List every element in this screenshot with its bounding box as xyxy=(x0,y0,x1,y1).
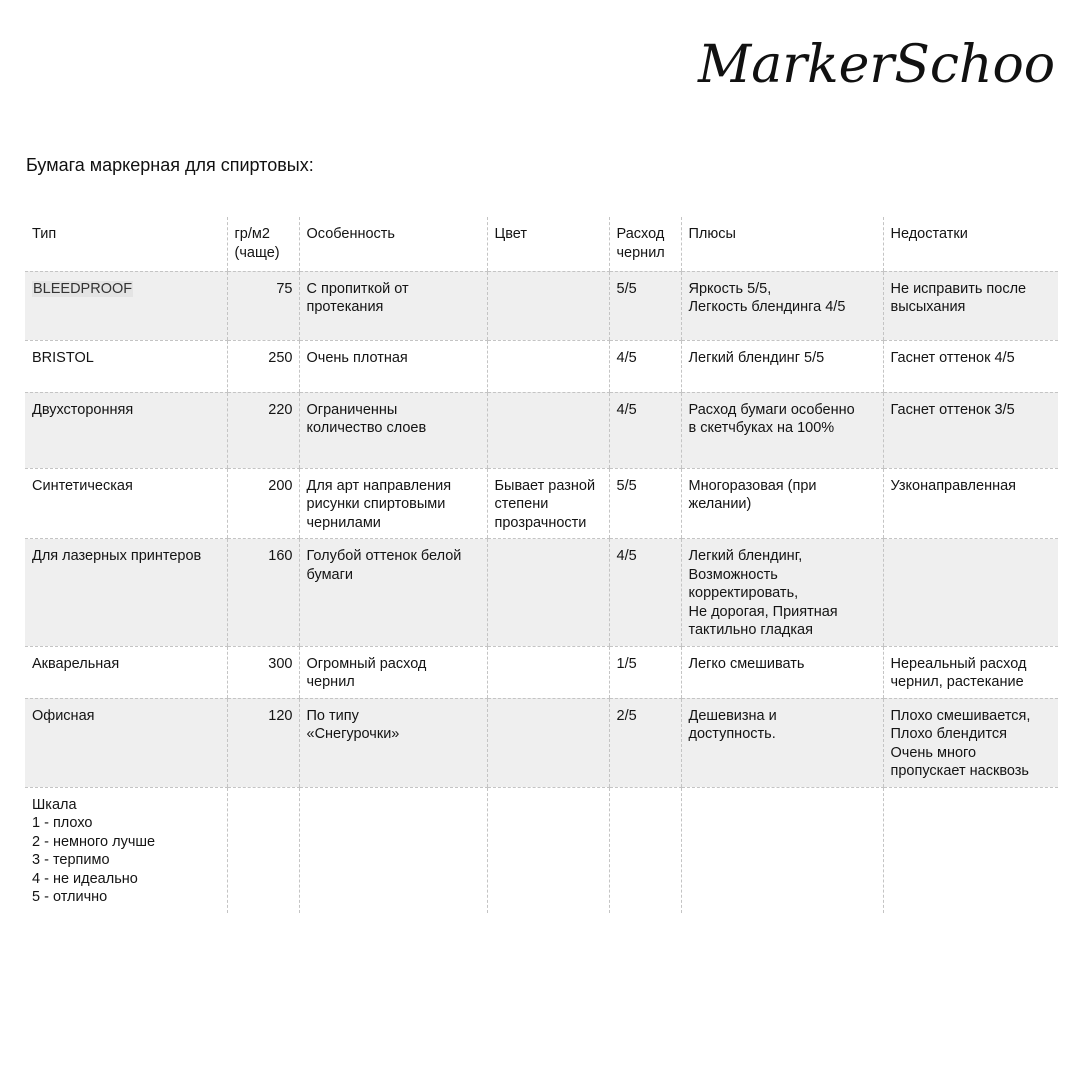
header-consumption: Расход чернил xyxy=(609,217,681,271)
header-color: Цвет xyxy=(487,217,609,271)
cell-color xyxy=(487,392,609,468)
cell-gsm: 75 xyxy=(227,271,299,340)
table-row xyxy=(25,698,1058,787)
empty-cell xyxy=(681,787,883,913)
cell-feature: Очень плотная xyxy=(299,340,487,392)
scale-title: Шкала xyxy=(32,796,77,813)
cell-consumption: 5/5 xyxy=(609,271,681,340)
cell-type: Синтетическая xyxy=(25,468,227,539)
cell-cons xyxy=(883,539,1058,647)
table-header-row xyxy=(25,217,1058,271)
empty-cell xyxy=(487,787,609,913)
cell-consumption: 1/5 xyxy=(609,646,681,698)
table-row xyxy=(25,392,1058,468)
header-feature: Особенность xyxy=(299,217,487,271)
table-row xyxy=(25,271,1058,340)
scale-item: 2 - немного лучше xyxy=(32,833,156,850)
cell-cons: Не исправить после высыхания xyxy=(883,271,1058,340)
cell-feature: По типу «Снегурочки» xyxy=(299,698,487,787)
logo-text: MarkerSchool xyxy=(698,35,1054,95)
scale-item: 1 - плохо xyxy=(32,815,93,831)
table-row xyxy=(25,646,1058,698)
scale-item: 4 - не идеально xyxy=(32,870,138,887)
header-pros: Плюсы xyxy=(681,217,883,271)
bleedproof-label: BLEEDPROOF xyxy=(33,280,133,297)
cell-cons: Плохо смешивается, Плохо блендится Очень много пропускает насквозь xyxy=(883,698,1058,787)
scale-legend xyxy=(25,787,227,913)
cell-gsm: 200 xyxy=(227,468,299,539)
cell-cons: Нереальный расход чернил, растекание xyxy=(883,646,1058,698)
cell-consumption: 4/5 xyxy=(609,392,681,468)
table-row xyxy=(25,539,1058,647)
cell-color xyxy=(487,271,609,340)
header-type: Тип xyxy=(25,217,227,271)
empty-cell xyxy=(227,787,299,913)
cell-type: Акварельная xyxy=(25,646,227,698)
cell-pros: Легкий блендинг 5/5 xyxy=(681,340,883,392)
cell-color: Бывает разной степени прозрачности xyxy=(487,468,609,539)
cell-consumption: 5/5 xyxy=(609,468,681,539)
cell-pros: Легко смешивать xyxy=(681,646,883,698)
scale-item: 5 - отлично xyxy=(32,889,108,905)
cell-feature: Ограниченны количество слоев xyxy=(299,392,487,468)
cell-cons: Гаснет оттенок 3/5 xyxy=(883,392,1058,468)
cell-pros: Расход бумаги особенно в скетчбуках на 100% xyxy=(681,392,883,468)
cell-feature: Для арт направления рисунки спиртовыми чернилами xyxy=(299,468,487,539)
cell-gsm: 250 xyxy=(227,340,299,392)
cell-feature: Огромный расход чернил xyxy=(299,646,487,698)
cell-type: BRISTOL xyxy=(25,340,227,392)
cell-color xyxy=(487,340,609,392)
cell-pros: Дешевизна и доступность. xyxy=(681,698,883,787)
cell-pros: Многоразовая (при желании) xyxy=(681,468,883,539)
scale-item: 3 - терпимо xyxy=(32,852,110,868)
cell-type: Двухсторонняя xyxy=(25,392,227,468)
table-row xyxy=(25,468,1058,539)
cell-gsm: 160 xyxy=(227,539,299,647)
table-row xyxy=(25,340,1058,392)
cell-pros: Яркость 5/5, Легкость блендинга 4/5 xyxy=(681,271,883,340)
cell-consumption: 4/5 xyxy=(609,340,681,392)
markerschool-logo xyxy=(694,22,1054,102)
header-gsm: гр/м2 (чаще) xyxy=(227,217,299,271)
cell-type xyxy=(25,271,227,340)
cell-cons: Гаснет оттенок 4/5 xyxy=(883,340,1058,392)
cell-type: Для лазерных принтеров xyxy=(25,539,227,647)
cell-color xyxy=(487,539,609,647)
document-title: Бумага маркерная для спиртовых: xyxy=(26,155,314,175)
header-cons: Недостатки xyxy=(883,217,1058,271)
empty-cell xyxy=(883,787,1058,913)
cell-gsm: 220 xyxy=(227,392,299,468)
cell-consumption: 4/5 xyxy=(609,539,681,647)
empty-cell xyxy=(299,787,487,913)
cell-consumption: 2/5 xyxy=(609,698,681,787)
cell-feature: Голубой оттенок белой бумаги xyxy=(299,539,487,647)
paper-comparison-table xyxy=(25,217,1058,913)
scale-row xyxy=(25,787,1058,913)
cell-type: Офисная xyxy=(25,698,227,787)
cell-gsm: 300 xyxy=(227,646,299,698)
cell-cons: Узконаправленная xyxy=(883,468,1058,539)
cell-color xyxy=(487,698,609,787)
cell-color xyxy=(487,646,609,698)
empty-cell xyxy=(609,787,681,913)
cell-pros: Легкий блендинг, Возможность корректировать, Не дорогая, Приятная тактильно гладкая xyxy=(681,539,883,647)
cell-feature: С пропиткой от протекания xyxy=(299,271,487,340)
cell-gsm: 120 xyxy=(227,698,299,787)
